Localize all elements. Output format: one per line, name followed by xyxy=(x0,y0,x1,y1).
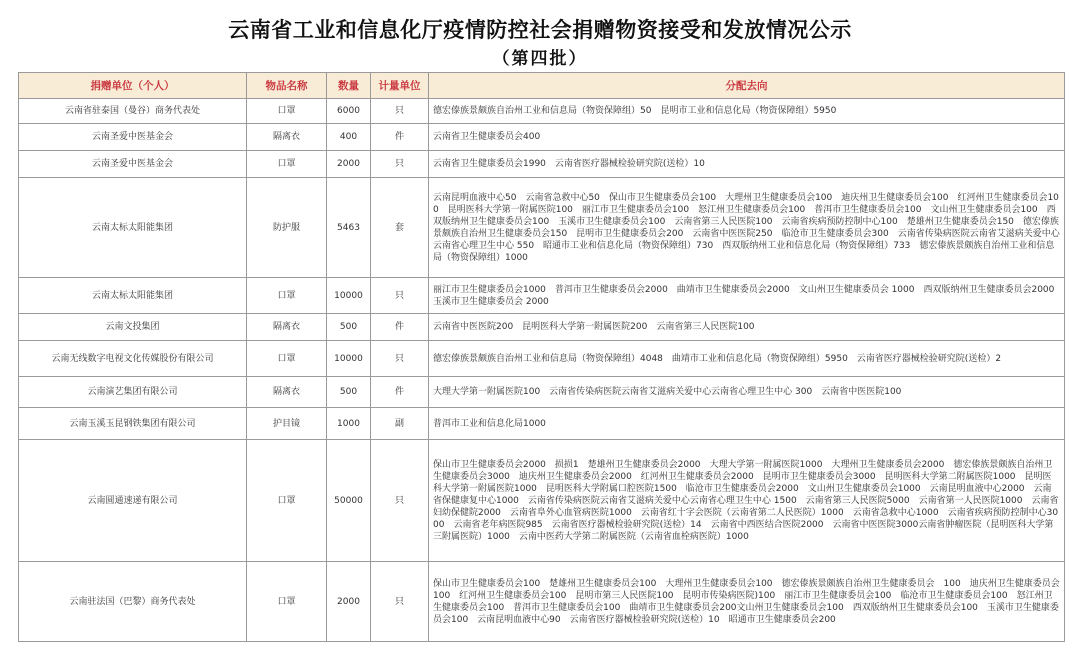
cell-quantity: 400 xyxy=(327,124,371,151)
cell-donor: 云南演艺集团有限公司 xyxy=(19,377,247,408)
table-row xyxy=(19,178,1065,278)
cell-unit: 件 xyxy=(371,124,429,151)
cell-donor: 云南文投集团 xyxy=(19,314,247,341)
header-unit: 计量单位 xyxy=(371,73,429,99)
cell-donor: 云南无线数字电视文化传媒股份有限公司 xyxy=(19,341,247,377)
cell-item: 口罩 xyxy=(247,151,327,178)
cell-quantity: 6000 xyxy=(327,99,371,124)
cell-unit: 件 xyxy=(371,314,429,341)
cell-quantity: 10000 xyxy=(327,341,371,377)
cell-item: 口罩 xyxy=(247,278,327,314)
table-header-row xyxy=(19,73,1065,99)
cell-unit: 只 xyxy=(371,151,429,178)
donation-table xyxy=(18,72,1065,642)
table-row xyxy=(19,314,1065,341)
cell-donor: 云南圣爱中医基金会 xyxy=(19,124,247,151)
cell-destination: 保山市卫生健康委员会100 楚雄州卫生健康委员会100 大理州卫生健康委员会100 德宏傣族景颇族自治州卫生健康委员会 100 迪庆州卫生健康委员会100 红河州卫生健康委员会100 昆明市第三人民医院100 昆明市传染病医院)100 丽江市卫生健康委员会100 临沧市卫生健康委员会100 怒江州卫生健康委员会100 普洱市卫生健康委员会100 曲靖市卫生健康委员会200文山州卫生健康委员会100 西双版纳州卫生健康委员会100 玉溪市卫生健康委员会100 云南昆明血液中心90 云南省医疗器械检验研究院(送检）10 昭通市卫生健康委员会200 xyxy=(429,562,1065,642)
header-item: 物品名称 xyxy=(247,73,327,99)
cell-destination: 云南昆明血液中心50 云南省急救中心50 保山市卫生健康委员会100 大理州卫生健康委员会100 迪庆州卫生健康委员会100 红河州卫生健康委员会100 昆明医科大学第一附属医院100 丽江市卫生健康委员会100 怒江州卫生健康委员会100 普洱市卫生健康委员会100 文山州卫生健康委员会100 西双版纳州卫生健康委员会100 玉溪市卫生健康委员会100 云南省第三人民医院100 云南省疾病预防控制中心100 楚雄州卫生健康委员会150 德宏傣族景颇族自治州卫生健康委员会150 昆明市卫生健康委员会200 云南省中医医院250 临沧市卫生健康委员会300 云南省传染病医院云南省艾滋病关爱中心云南省心理卫生中心 550 昭通市工业和信息化局（物资保障组）730 西双版纳州工业和信息化局（物资保障组）733 德宏傣族景颇族自治州工业和信息局（物资保障组）1000 xyxy=(429,178,1065,278)
table-row xyxy=(19,151,1065,178)
table-row xyxy=(19,99,1065,124)
table-row xyxy=(19,562,1065,642)
cell-donor: 云南太标太阳能集团 xyxy=(19,278,247,314)
table-row xyxy=(19,377,1065,408)
table-row xyxy=(19,440,1065,562)
cell-quantity: 50000 xyxy=(327,440,371,562)
page-subtitle: （第四批） xyxy=(492,49,588,69)
cell-donor: 云南玉溪玉昆钢铁集团有限公司 xyxy=(19,408,247,440)
cell-quantity: 500 xyxy=(327,377,371,408)
cell-destination: 德宏傣族景颇族自治州工业和信息局（物资保障组）50 昆明市工业和信息化局（物资保障组）5950 xyxy=(429,99,1065,124)
cell-unit: 只 xyxy=(371,278,429,314)
header-destination: 分配去向 xyxy=(429,73,1065,99)
cell-item: 口罩 xyxy=(247,99,327,124)
table-row xyxy=(19,278,1065,314)
cell-quantity: 500 xyxy=(327,314,371,341)
cell-quantity: 1000 xyxy=(327,408,371,440)
cell-item: 护目镜 xyxy=(247,408,327,440)
cell-destination: 云南省卫生健康委员会400 xyxy=(429,124,1065,151)
cell-item: 防护服 xyxy=(247,178,327,278)
cell-item: 隔离衣 xyxy=(247,314,327,341)
page-title: 云南省工业和信息化厅疫情防控社会捐赠物资接受和发放情况公示 xyxy=(228,17,852,42)
table-row xyxy=(19,124,1065,151)
cell-unit: 件 xyxy=(371,377,429,408)
cell-unit: 副 xyxy=(371,408,429,440)
cell-item: 口罩 xyxy=(247,341,327,377)
cell-destination: 德宏傣族景颇族自治州工业和信息局（物资保障组）4048 曲靖市工业和信息化局（物资保障组）5950 云南省医疗器械检验研究院(送检）2 xyxy=(429,341,1065,377)
header-donor: 捐赠单位（个人） xyxy=(19,73,247,99)
cell-destination: 大理大学第一附属医院100 云南省传染病医院云南省艾滋病关爱中心云南省心理卫生中心 300 云南省中医医院100 xyxy=(429,377,1065,408)
cell-item: 口罩 xyxy=(247,562,327,642)
cell-donor: 云南省驻泰国（曼谷）商务代表处 xyxy=(19,99,247,124)
cell-quantity: 5463 xyxy=(327,178,371,278)
cell-destination: 云南省中医医院200 昆明医科大学第一附属医院200 云南省第三人民医院100 xyxy=(429,314,1065,341)
cell-unit: 套 xyxy=(371,178,429,278)
cell-donor: 云南圣爱中医基金会 xyxy=(19,151,247,178)
cell-donor: 云南太标太阳能集团 xyxy=(19,178,247,278)
cell-destination: 普洱市工业和信息化局1000 xyxy=(429,408,1065,440)
cell-donor: 云南驻法国（巴黎）商务代表处 xyxy=(19,562,247,642)
cell-quantity: 2000 xyxy=(327,151,371,178)
cell-donor: 云南圆通速递有限公司 xyxy=(19,440,247,562)
cell-quantity: 2000 xyxy=(327,562,371,642)
header-quantity: 数量 xyxy=(327,73,371,99)
cell-unit: 只 xyxy=(371,562,429,642)
cell-unit: 只 xyxy=(371,99,429,124)
cell-item: 隔离衣 xyxy=(247,124,327,151)
table-row xyxy=(19,341,1065,377)
cell-unit: 只 xyxy=(371,341,429,377)
cell-destination: 保山市卫生健康委员会2000 损损1 楚雄州卫生健康委员会2000 大理大学第一附属医院1000 大理州卫生健康委员会2000 德宏傣族景颇族自治州卫生健康委员会3000 迪庆州卫生健康委员会2000 红河州卫生健康委员会2000 昆明市卫生健康委员会3000 昆明医科大学第二附属医院1000 昆明医科大学第一附属医院1000 昆明医科大学附属口腔医院1500 临沧市卫生健康委员会2000 文山州卫生健康委员会1000 云南昆明血液中心2000 云南省保健康复中心1000 云南省传染病医院云南省艾滋病关爱中心云南省心理卫生中心 1500 云南省第三人民医院5000 云南省第一人民医院1000 云南省妇幼保健院2000 云南省阜外心血管病医院1000 云南省红十字会医院（云南省第二人民医院）1000 云南省急救中心1000 云南省疾病预防控制中心3000 云南省老年病医院985 云南省医疗器械检验研究院(送检）14 云南省中西医结合医院2000 云南省中医医院3000云南省肿瘤医院（昆明医科大学第三附属医院）1000 云南中医药大学第二附属医院（云南省血栓病医院）1000 xyxy=(429,440,1065,562)
cell-unit: 只 xyxy=(371,440,429,562)
cell-item: 隔离衣 xyxy=(247,377,327,408)
cell-destination: 云南省卫生健康委员会1990 云南省医疗器械检验研究院(送检）10 xyxy=(429,151,1065,178)
cell-item: 口罩 xyxy=(247,440,327,562)
cell-quantity: 10000 xyxy=(327,278,371,314)
table-row xyxy=(19,408,1065,440)
cell-destination: 丽江市卫生健康委员会1000 普洱市卫生健康委员会2000 曲靖市卫生健康委员会2000 文山州卫生健康委员会 1000 西双版纳州卫生健康委员会2000 玉溪市卫生健康委员会 2000 xyxy=(429,278,1065,314)
